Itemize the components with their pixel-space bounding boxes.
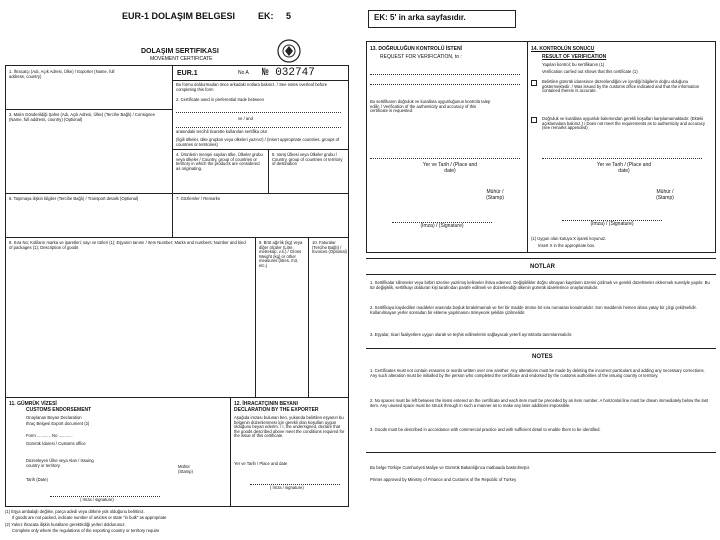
- serial-no-label: No A: [238, 70, 249, 76]
- annex-back-title: EK: 5' in arka sayfasıdır.: [374, 13, 466, 22]
- box13-subtitle: REQUEST FOR VERIFICATION, to :: [380, 54, 462, 60]
- box12-subtitle: DECLARATION BY THE EXPORTER: [234, 407, 319, 413]
- eur1-code: EUR.1: [177, 70, 198, 77]
- box14-place-date: Yer ve Tarih / (Place and date): [596, 162, 652, 174]
- box13-request-text: Bu sertifikanın doğruluk ve kurallara uygunluğunun kontrolü talep edilir. / Verification of the authenticity and accuracy of this certificate is requested.: [370, 99, 491, 114]
- footnote-1: (1) Eşya ambalajlı değilse, parça adedi veya dökme yük olduğunu belirtiniz.: [5, 509, 145, 514]
- box14-stamp: Mühür / (Stamp): [656, 189, 674, 201]
- printer-note-tr: Bu belge Türkiye Cumhuriyeti Maliye ve Gümrük Bakanlığınca matbaada bastırılmıştır.: [370, 465, 531, 470]
- box13-signature: (İmza) / (Signature): [420, 223, 464, 229]
- box14-note2: Insert X in the appropriate box.: [538, 243, 596, 248]
- box14-option1-text: Belirtilen gümrük idaresince düzenlendiğini ve içerdiği bilgilerin doğru olduğunu göstermektedir. / Was issued by the customs office indicated and that the information contained therein is accurate.: [542, 79, 700, 94]
- box11-declaration-line: Onaylanan Beyan Declaration: [26, 415, 82, 420]
- box11-signature: ( İmza / signature): [80, 497, 114, 502]
- box13-place-date: Yer ve Tarih / (Place and date): [422, 162, 478, 174]
- box14-note1: (1) Uygun olan kutuya X işareti koyunuz.: [531, 236, 607, 241]
- notes-heading-en: NOTES: [532, 354, 553, 360]
- footnote-2-en: Complete only where the regulations of the exporting country or territory require: [12, 528, 160, 533]
- annex-label: EK:: [258, 11, 274, 21]
- box12-declaration-text: Aşağıda imzası bulunan ben, yukarıda belirtilen eşyanın bu belgenin düzenlenmesi için gerekli olan koşulları uygun olduğunu beyan ederim. / I, the undersigned, declare that the goods described above meet the conditions required for the issue of this certificate.: [234, 415, 345, 439]
- box14-option1-checkbox[interactable]: [531, 80, 537, 86]
- box9-weight-label: 9. Brüt ağırlık (kg) veya diğer ölçüler (Litre, metreküp, v.s.) / Gross Weight (kg) or other measures (litres, m3, etc.): [259, 240, 303, 269]
- see-notes-text: Bu formu doldurmadan önce arkadaki notlara bakınız. / See notes overleaf before completing this form: [176, 82, 328, 92]
- annex-number: 5: [286, 11, 292, 21]
- box11-issuing-country: Düzenleyen Ülke veya Alan / Issuing country or territory: [26, 458, 94, 468]
- note-en-3: 3. Goods must be described in accordance with commercial practice and with sufficient detail to enable them to be identified.: [370, 427, 601, 432]
- certificate-title: DOLAŞIM SERTIFIKASI: [141, 48, 219, 55]
- serial-number: № 032747: [262, 67, 315, 79]
- box14-signature: (İmza) / (Signature): [590, 221, 634, 227]
- box14-line1: Yapılan kontrol; bu sertifikanın (1): [542, 62, 605, 67]
- certificate-subtitle: MOVEMENT CERTIFICATE: [150, 56, 213, 62]
- note-tr-3: 3. Eşyalar, ticari faaliyetlere uygun olarak ve teşhis edilmelerini sağlayacak yeterli ayrıntılarla tanımlanmalıdır.: [370, 332, 573, 337]
- box5-destination-label: 5. Varış Ülkesi veya Ülkeler grubu / Country, group of countries or territory of destination: [272, 152, 343, 167]
- box12-place-date: Yer ve Tarih / Place and date: [234, 461, 288, 466]
- footnote-2: (2) Yalnız ihracata ilişkin kuralların gerektirdiği yerleri doldurunuz.: [5, 522, 126, 527]
- box4-origin-label: 4. Ürünlerin menşei sayılan ülke, Ülkeler grubu veya ülkeler / Country, group of countries or territory in which the products are considered as originating.: [176, 152, 263, 171]
- box11-subtitle: CUSTOMS ENDORSEMENT: [26, 407, 92, 413]
- box6-transport-label: 6. Taşımaya ilişkin bilgiler (Tercihe Bağlı) / Transport details (Optional): [9, 196, 139, 201]
- note-en-2: 2. No spaces must be left between the items entered on the certificate and each item must be preceded by an item number. A horizontal line must be drawn immediately below the last item. Any unused space must be struck through in such a manner as to make any later additions impossible.: [370, 398, 708, 408]
- box11-title: 11. GÜMRÜK VİZESİ: [9, 401, 57, 407]
- and-label: ve / and: [238, 116, 253, 121]
- box14-title: 14. KONTROLÜN SONUCU: [531, 46, 595, 52]
- box13-title: 13. DOĞRULUĞUN KONTROLÜ İSTENİ: [370, 46, 462, 52]
- right-page: [362, 0, 720, 540]
- box12-signature: ( İmza / signature): [270, 485, 304, 490]
- box2-label: 2. Certificate used in preferential trade between: [176, 97, 264, 102]
- note-tr-2: 2. Sertifikaya kaydedilen maddeler arasında boşluk bırakılmamalı ve her bir madde önüne bir sıra numarası konulmalıdır. Son maddenin hemen altına yatay bir çizgi çekilmelidir. Kullanılmayan yerler sonradan bir ekleme yapılmasını önleyecek şekilde çizilmelidir.: [370, 305, 697, 315]
- box14-option2-checkbox[interactable]: [531, 117, 537, 123]
- form-title: EUR-1 DOLAŞIM BELGESI: [122, 11, 236, 21]
- note-en-1: 1. Certificates must not contain erasures or words written over one another. Any alterations must be made by deleting the incorrect particulars and adding any necessary corrections. Any such alteration must be initialled by the person who completed the certificate and endorsed by the customs authorities of the issuing country or territory.: [370, 368, 705, 378]
- box2-trade-text: arasındaki tercihli ticarette kullanılan sertifika olur: [176, 129, 268, 134]
- box11-stamp: Mühür (Stamp): [178, 464, 193, 474]
- left-page: [0, 0, 358, 540]
- box8-goods-label: 8. Sıra No; Koliların marka ve işaretleri; sayı ve türleri (1); Eşyanın tanımı / Item Number; Marks and numbers; Number and kind of packages (1); Description of goods: [9, 240, 246, 250]
- box13-stamp: Mühür / (Stamp): [486, 189, 504, 201]
- box11-form-no-line: Form ............ No ............: [26, 433, 73, 438]
- box12-title: 12. İHRACATÇININ BEYANI: [234, 401, 298, 407]
- note-tr-1: 1. Sertifikalar silinmeler veya birbiri üzerine yazılmış kelimeler ihtiva edemez. Değişiklikler doğru olmayan kayıtların üzerini çizilmek ve gerekli düzeltmeler eklenmek suretiyle yapılır. Bu tür değişiklik, sertifikayı dolduran kişi tarafından parafe edilmeli ve düzenlendiği ülkenin gümrük idarelerince onaylanmalıdır.: [370, 280, 710, 290]
- box14-line2: Verification carried out shows that this certificate (1): [542, 69, 638, 74]
- footnote-1-en: If goods are not packed, indicate number of articles or state "in bulk" as appropriate: [12, 515, 167, 520]
- box10-invoices-label: 10. Faturalar (Tercihe Bağlı) / Invoices (Optional): [312, 240, 347, 255]
- printer-note-en: Printer approved by Ministry of Finance and Customs of the Republic of Turkey: [370, 477, 517, 482]
- box11-export-doc-line: Ihraç Belgesi Export document (2): [26, 421, 90, 426]
- box14-subtitle: RESULT OF VERIFICATION: [542, 54, 607, 60]
- box11-customs-office: Gümrük İdaresi / Customs office: [26, 441, 86, 446]
- box3-consignee-label: 3. Malın Gönderildiği Şahıs (Adı, Açık Adresi, Ülke) (Tercihe Bağlı) / Consignee (Name, full address, country) (Optional): [9, 112, 155, 122]
- box14-option2-text: Doğruluk ve kurallara uygunluk bakımından gerekli koşulları karşılamamaktadır. (Ekteki açıklamalara bakınız.) / Does not meet the requirements as to authenticity and accuracy (see remarks appended): [542, 116, 705, 131]
- box7-remarks-label: 7. Gözlemler / Remarks: [176, 196, 220, 201]
- notes-heading-tr: NOTLAR: [530, 264, 555, 270]
- box2-countries-hint: (İlgili ülkeler, ülke grupları veya ülkeleri yazınız) / (Insert appropriate countries, groups of countries or territories): [176, 137, 340, 147]
- box1-exporter-label: 1. İhracatçı (Adı, Açık Adresi, Ülke) / Exporter (Name, full address, country): [9, 69, 115, 79]
- official-seal-emblem: [276, 38, 302, 64]
- box11-date: Tarih (Date): [26, 477, 48, 482]
